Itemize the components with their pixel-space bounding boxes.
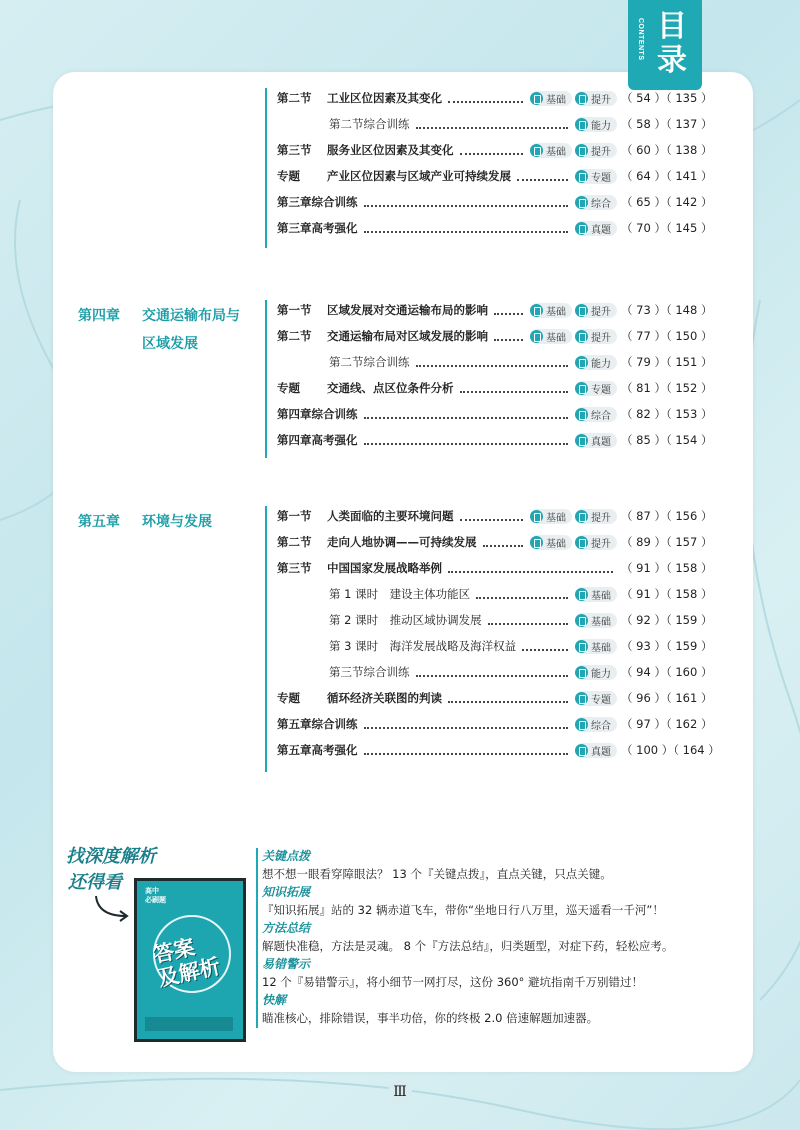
dot-leader	[416, 357, 569, 367]
exercise-type-badge	[575, 717, 617, 732]
feature-heading: 方法总结	[262, 921, 311, 935]
brush-icon	[575, 330, 588, 343]
page-refs: （ 60 ）（ 138 ）	[621, 143, 713, 157]
toc-row[interactable]	[277, 714, 713, 734]
brush-icon	[575, 510, 588, 523]
toc-row[interactable]	[277, 558, 713, 578]
chapter-title-line2: 区域发展	[142, 336, 198, 352]
badge-label: 基础	[546, 146, 566, 158]
dot-leader	[364, 197, 569, 207]
curved-arrow-icon	[92, 892, 132, 922]
toc-section-label: 第一节	[277, 303, 312, 317]
toc-title: 交通线、点区位条件分析	[327, 381, 454, 395]
brush-icon	[575, 144, 588, 157]
toc-title: 第 1 课时 建设主体功能区	[329, 587, 471, 601]
feature-heading: 知识拓展	[262, 885, 311, 899]
exercise-type-badge	[575, 143, 617, 158]
feature-text: 瞄准核心，排除错误，事半功倍，你的终极 2.0 倍速解题加速器。	[262, 1011, 599, 1025]
feature-heading: 易错警示	[262, 957, 311, 971]
badge-label: 基础	[546, 512, 566, 524]
dot-leader	[364, 745, 569, 755]
page-refs: （ 73 ）（ 148 ）	[621, 303, 713, 317]
toc-section-label: 第二节	[277, 329, 312, 343]
toc-row[interactable]	[329, 636, 713, 656]
toc-row[interactable]	[277, 218, 713, 238]
exercise-type-badge	[575, 639, 617, 654]
exercise-type-badge	[530, 535, 572, 550]
exercise-type-badge	[575, 91, 617, 106]
exercise-type-badge	[575, 613, 617, 628]
toc-row[interactable]	[277, 688, 713, 708]
toc-section-label: 第二节	[277, 535, 312, 549]
brush-icon	[575, 170, 588, 183]
page-refs: （ 79 ）（ 151 ）	[621, 355, 713, 369]
toc-title: 第三节综合训练	[329, 665, 410, 679]
dot-leader	[488, 615, 568, 625]
badge-label: 提升	[591, 306, 611, 318]
toc-row[interactable]	[329, 584, 713, 604]
page-number: Ⅲ	[388, 1080, 412, 1104]
exercise-type-badge	[575, 117, 617, 132]
dot-leader	[448, 563, 613, 573]
brush-icon	[575, 196, 588, 209]
brush-icon	[575, 304, 588, 317]
brush-icon	[575, 222, 588, 235]
toc-section-label: 专题	[277, 691, 300, 705]
brush-icon	[530, 510, 543, 523]
exercise-type-badge	[575, 303, 617, 318]
exercise-type-badge	[530, 329, 572, 344]
exercise-type-badge	[530, 143, 572, 158]
page-refs: （ 100 ）（ 164 ）	[621, 743, 720, 757]
badge-label: 提升	[591, 512, 611, 524]
contents-label-en: CONTENTS	[637, 18, 644, 61]
chapter-number: 第四章	[78, 308, 120, 324]
brush-icon	[575, 92, 588, 105]
toc-row[interactable]	[277, 532, 713, 552]
page-refs: （ 85 ）（ 154 ）	[621, 433, 713, 447]
toc-row[interactable]	[277, 404, 713, 424]
badge-label: 基础	[546, 538, 566, 550]
dot-leader	[448, 93, 523, 103]
dot-leader	[364, 223, 569, 233]
badge-label: 综合	[591, 198, 611, 210]
brush-icon	[575, 588, 588, 601]
page-refs: （ 81 ）（ 152 ）	[621, 381, 713, 395]
brush-icon	[575, 408, 588, 421]
toc-title: 第三章高考强化	[277, 221, 358, 235]
badge-label: 能力	[591, 668, 611, 680]
exercise-type-badge	[575, 587, 617, 602]
toc-row[interactable]	[277, 140, 713, 160]
page-refs: （ 70 ）（ 145 ）	[621, 221, 713, 235]
feature-heading: 关键点拨	[262, 849, 311, 863]
toc-row[interactable]	[277, 430, 713, 450]
exercise-type-badge	[575, 535, 617, 550]
toc-row[interactable]	[277, 300, 713, 320]
book-title: 答案 及解析	[150, 935, 223, 991]
toc-title: 服务业区位因素及其变化	[327, 143, 454, 157]
toc-title: 第二节综合训练	[329, 355, 410, 369]
badge-label: 综合	[591, 410, 611, 422]
toc-title: 第 3 课时 海洋发展战略及海洋权益	[329, 639, 517, 653]
toc-title: 第五章综合训练	[277, 717, 358, 731]
page-refs: （ 91 ）（ 158 ）	[621, 561, 713, 575]
dot-leader	[483, 537, 524, 547]
badge-label: 专题	[591, 384, 611, 396]
exercise-type-badge	[530, 509, 572, 524]
toc-row[interactable]	[277, 740, 720, 760]
badge-label: 提升	[591, 332, 611, 344]
dot-leader	[494, 305, 523, 315]
badge-label: 真题	[591, 224, 611, 236]
page-refs: （ 89 ）（ 157 ）	[621, 535, 713, 549]
promo-title-line1: 找深度解析	[66, 846, 156, 867]
feature-list	[256, 848, 732, 1028]
brush-icon	[575, 614, 588, 627]
dot-leader	[460, 145, 524, 155]
dot-leader	[448, 693, 568, 703]
badge-label: 基础	[591, 590, 611, 602]
toc-title: 走向人地协调——可持续发展	[327, 535, 477, 549]
brush-icon	[575, 536, 588, 549]
toc-row[interactable]	[277, 192, 713, 212]
exercise-type-badge	[575, 169, 617, 184]
badge-label: 专题	[591, 172, 611, 184]
brush-icon	[575, 744, 588, 757]
toc-section-label: 第三节	[277, 143, 312, 157]
brush-icon	[575, 640, 588, 653]
dot-leader	[364, 409, 569, 419]
dot-leader	[522, 641, 568, 651]
exercise-type-badge	[575, 509, 617, 524]
page-refs: （ 97 ）（ 162 ）	[621, 717, 713, 731]
contents-tab	[628, 0, 702, 90]
toc-row[interactable]	[277, 88, 713, 108]
dot-leader	[494, 331, 523, 341]
toc-section-label: 第一节	[277, 509, 312, 523]
contents-label-cn: 目录	[657, 9, 687, 78]
exercise-type-badge	[575, 433, 617, 448]
brush-icon	[575, 118, 588, 131]
dot-leader	[460, 511, 524, 521]
dot-leader	[364, 719, 569, 729]
badge-label: 提升	[591, 538, 611, 550]
toc-title: 人类面临的主要环境问题	[327, 509, 454, 523]
brush-icon	[530, 92, 543, 105]
exercise-type-badge	[575, 221, 617, 236]
toc-title: 中国国家发展战略举例	[327, 561, 442, 575]
toc-title: 第三章综合训练	[277, 195, 358, 209]
toc-block-chapter-5	[265, 506, 720, 772]
brush-icon	[575, 356, 588, 369]
toc-block-chapter-4	[265, 300, 713, 458]
dot-leader	[416, 667, 569, 677]
toc-section-label: 专题	[277, 169, 300, 183]
toc-row[interactable]	[329, 114, 713, 134]
brush-icon	[575, 718, 588, 731]
toc-title: 工业区位因素及其变化	[327, 91, 442, 105]
badge-label: 基础	[591, 616, 611, 628]
answer-book-cover	[134, 878, 246, 1042]
exercise-type-badge	[530, 91, 572, 106]
toc-section-label: 第三节	[277, 561, 312, 575]
toc-section-label: 专题	[277, 381, 300, 395]
dot-leader	[364, 435, 569, 445]
badge-label: 基础	[546, 306, 566, 318]
toc-row[interactable]	[329, 610, 713, 630]
page-refs: （ 87 ）（ 156 ）	[621, 509, 713, 523]
feature-heading: 快解	[262, 993, 287, 1007]
toc-row[interactable]	[277, 166, 713, 186]
page-refs: （ 82 ）（ 153 ）	[621, 407, 713, 421]
badge-label: 能力	[591, 358, 611, 370]
badge-label: 基础	[591, 642, 611, 654]
page-refs: （ 94 ）（ 160 ）	[621, 665, 713, 679]
toc-row[interactable]	[277, 326, 713, 346]
badge-label: 综合	[591, 720, 611, 732]
chapter-number: 第五章	[78, 514, 120, 530]
exercise-type-badge	[575, 407, 617, 422]
exercise-type-badge	[530, 303, 572, 318]
brush-icon	[530, 330, 543, 343]
dot-leader	[476, 589, 568, 599]
exercise-type-badge	[575, 743, 617, 758]
toc-block-chapter-3	[265, 88, 713, 248]
page-refs: （ 77 ）（ 150 ）	[621, 329, 713, 343]
exercise-type-badge	[575, 381, 617, 396]
chapter-title: 环境与发展	[142, 514, 212, 530]
brush-icon	[530, 144, 543, 157]
toc-title: 区域发展对交通运输布局的影响	[327, 303, 488, 317]
badge-label: 真题	[591, 436, 611, 448]
page-refs: （ 54 ）（ 135 ）	[621, 91, 713, 105]
toc-row[interactable]	[277, 506, 713, 526]
dot-leader	[517, 171, 568, 181]
exercise-type-badge	[575, 355, 617, 370]
badge-label: 基础	[546, 332, 566, 344]
toc-title: 循环经济关联图的判读	[327, 691, 442, 705]
toc-title: 第五章高考强化	[277, 743, 358, 757]
promo-title-line2: 还得看	[68, 872, 122, 893]
toc-title: 产业区位因素与区域产业可持续发展	[327, 169, 511, 183]
exercise-type-badge	[575, 665, 617, 680]
feature-text: 想不想一眼看穿障眼法？ 13 个『关键点拨』，直点关键，只点关键。	[262, 867, 612, 881]
toc-title: 交通运输布局对区域发展的影响	[327, 329, 488, 343]
toc-row[interactable]	[329, 352, 713, 372]
page-refs: （ 64 ）（ 141 ）	[621, 169, 713, 183]
badge-label: 提升	[591, 146, 611, 158]
book-series-label: 高中 必刷题	[145, 887, 166, 904]
chapter-title: 交通运输布局与	[142, 308, 240, 324]
chapter-4-heading	[78, 305, 240, 353]
brush-icon	[575, 434, 588, 447]
brush-icon	[530, 536, 543, 549]
chapter-5-heading	[78, 511, 212, 531]
feature-text: 解题快准稳，方法是灵魂。 8 个『方法总结』，归类题型，对症下药，轻松应考。	[262, 939, 674, 953]
badge-label: 基础	[546, 94, 566, 106]
brush-icon	[530, 304, 543, 317]
brush-icon	[575, 692, 588, 705]
page-refs: （ 93 ）（ 159 ）	[621, 639, 713, 653]
dot-leader	[460, 383, 569, 393]
feature-text: 12 个『易错警示』，将小细节一网打尽，这份 360° 避坑指南千万别错过！	[262, 975, 644, 989]
toc-section-label: 第二节	[277, 91, 312, 105]
toc-title: 第 2 课时 推动区域协调发展	[329, 613, 482, 627]
badge-label: 能力	[591, 120, 611, 132]
toc-row[interactable]	[277, 378, 713, 398]
exercise-type-badge	[575, 691, 617, 706]
toc-row[interactable]	[329, 662, 713, 682]
badge-label: 提升	[591, 94, 611, 106]
page-refs: （ 96 ）（ 161 ）	[621, 691, 713, 705]
toc-title: 第二节综合训练	[329, 117, 410, 131]
badge-label: 真题	[591, 746, 611, 758]
toc-title: 第四章高考强化	[277, 433, 358, 447]
exercise-type-badge	[575, 329, 617, 344]
exercise-type-badge	[575, 195, 617, 210]
badge-label: 专题	[591, 694, 611, 706]
brush-icon	[575, 382, 588, 395]
toc-title: 第四章综合训练	[277, 407, 358, 421]
brush-icon	[575, 666, 588, 679]
page-refs: （ 91 ）（ 158 ）	[621, 587, 713, 601]
feature-text: 『知识拓展』站的 32 辆赤道飞车，带你“坐地日行八万里，巡天遥看一千河”！	[262, 903, 664, 917]
book-base-band	[145, 1017, 233, 1031]
page-refs: （ 58 ）（ 137 ）	[621, 117, 713, 131]
page-refs: （ 65 ）（ 142 ）	[621, 195, 713, 209]
page-refs: （ 92 ）（ 159 ）	[621, 613, 713, 627]
dot-leader	[416, 119, 569, 129]
